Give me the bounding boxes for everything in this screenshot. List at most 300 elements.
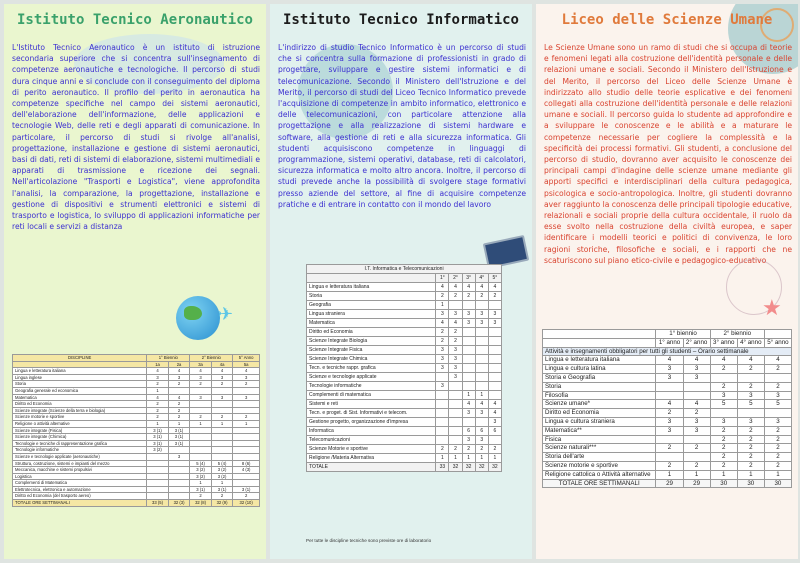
table-cell: Geografia xyxy=(307,301,436,310)
table-cell: Lingua e letteratura italiana xyxy=(13,368,147,375)
table-cell: 3 xyxy=(462,310,475,319)
table-cell xyxy=(233,447,260,454)
table-cell xyxy=(168,480,190,487)
table-cell xyxy=(436,409,449,418)
table-cell: 2 xyxy=(656,461,683,470)
table-cell: 3 xyxy=(462,319,475,328)
table-cell: 3° xyxy=(462,274,475,283)
table-cell: 2 xyxy=(488,292,501,301)
table-cell xyxy=(683,453,710,462)
table-row xyxy=(307,328,502,337)
table-cell: 1 xyxy=(190,420,212,427)
table-cell: 3 xyxy=(436,346,449,355)
table-cell: 4 xyxy=(683,400,710,409)
table-cell: Scienze umane* xyxy=(543,400,656,409)
table-cell: 1 xyxy=(168,420,190,427)
table-cell: 3 xyxy=(488,319,501,328)
table-cell xyxy=(190,401,212,408)
table-cell: 2 xyxy=(211,493,233,500)
table-cell: 2 xyxy=(233,493,260,500)
table-cell: 3 xyxy=(436,364,449,373)
table-cell: 2 xyxy=(147,381,169,388)
table-cell xyxy=(543,338,656,347)
table-cell: 2° anno xyxy=(683,338,710,347)
table-cell: 3 xyxy=(683,373,710,382)
table-cell: 1 xyxy=(449,454,462,463)
table-cell xyxy=(683,435,710,444)
table-row xyxy=(13,447,260,454)
table-row xyxy=(307,292,502,301)
table-cell: 3 xyxy=(233,374,260,381)
table-cell: 4 xyxy=(656,356,683,365)
table-cell: 3 (1) xyxy=(147,440,169,447)
table-cell: 2 xyxy=(449,445,462,454)
table-cell xyxy=(190,453,212,460)
table-cell xyxy=(764,373,791,382)
table-cell: 1 xyxy=(737,470,764,479)
table-cell: Lingua e cultura latina xyxy=(543,365,656,374)
table-cell xyxy=(488,364,501,373)
table-cell: 3 xyxy=(656,426,683,435)
table-cell xyxy=(436,373,449,382)
table-cell: 1 xyxy=(462,391,475,400)
table-cell: 4 xyxy=(488,400,501,409)
table-row xyxy=(13,387,260,394)
table-cell xyxy=(656,391,683,400)
table-row xyxy=(13,453,260,460)
table-cell: 2 xyxy=(233,381,260,388)
table-row xyxy=(543,409,792,418)
table-cell xyxy=(168,460,190,467)
table-cell xyxy=(168,493,190,500)
table-cell: 5 xyxy=(737,400,764,409)
table-cell xyxy=(190,387,212,394)
table-row xyxy=(13,401,260,408)
table-cell: 30 xyxy=(710,479,737,488)
table-row xyxy=(307,355,502,364)
table-row xyxy=(13,381,260,388)
table-cell: Telecomunicazioni xyxy=(307,436,436,445)
table-cell: 4 xyxy=(462,400,475,409)
table-cell: 3 (2) xyxy=(190,473,212,480)
table-cell: Religione o attività alternative xyxy=(13,420,147,427)
table-cell: 30 xyxy=(764,479,791,488)
table-row xyxy=(307,373,502,382)
table-cell: 2 xyxy=(190,381,212,388)
table-cell xyxy=(462,382,475,391)
table-cell xyxy=(233,453,260,460)
table-cell: Storia xyxy=(307,292,436,301)
table-cell: 2 xyxy=(710,426,737,435)
table-cell: 2 xyxy=(737,435,764,444)
table-cell xyxy=(190,407,212,414)
table-cell: 4 xyxy=(449,283,462,292)
table-cell xyxy=(449,382,462,391)
table-cell: 2 xyxy=(710,461,737,470)
table-cell: 3 xyxy=(190,394,212,401)
table-cell: TOTALE xyxy=(307,463,436,472)
table-cell: Lingua e letteratura italiana xyxy=(543,356,656,365)
table-row xyxy=(543,356,792,365)
table-cell: 3 xyxy=(449,310,462,319)
table-cell xyxy=(462,337,475,346)
table-row xyxy=(307,427,502,436)
table-cell xyxy=(656,453,683,462)
table-cell xyxy=(211,434,233,441)
table-cell: 3 xyxy=(233,394,260,401)
table-cell: 2a xyxy=(168,361,190,368)
table-cell: 32 xyxy=(488,463,501,472)
airplane-icon: ✈ xyxy=(218,304,234,325)
table-cell: Matematica xyxy=(13,394,147,401)
table-cell: 3 xyxy=(462,409,475,418)
table-row xyxy=(307,436,502,445)
table-cell: 3 xyxy=(168,453,190,460)
table-cell: 1 xyxy=(436,301,449,310)
table-cell: 2 xyxy=(656,444,683,453)
table-cell: Storia dell'arte xyxy=(543,453,656,462)
table-cell xyxy=(475,337,488,346)
table-cell: 3 xyxy=(449,346,462,355)
table-cell xyxy=(436,391,449,400)
table-cell: 3 xyxy=(683,417,710,426)
table-cell: 2 xyxy=(737,453,764,462)
table-cell: 6 xyxy=(475,427,488,436)
table-cell: Attività e insegnamenti obbligatori per tutti gli studenti – Orario settimanale xyxy=(543,347,792,356)
table-cell: 3 xyxy=(737,417,764,426)
table-cell xyxy=(233,440,260,447)
table-cell: 2 xyxy=(710,365,737,374)
table-cell: Fisica xyxy=(543,435,656,444)
table-cell xyxy=(475,373,488,382)
table-row xyxy=(307,454,502,463)
table-cell xyxy=(211,447,233,454)
table-cell: 4 xyxy=(710,356,737,365)
table-cell: 3 (2) xyxy=(211,467,233,474)
table-row xyxy=(307,319,502,328)
table-header-row xyxy=(13,355,260,362)
table-row xyxy=(543,373,792,382)
table-cell: Scienze e tecnologie applicate xyxy=(307,373,436,382)
table-cell: 5° xyxy=(488,274,501,283)
table-cell: 6 xyxy=(488,427,501,436)
table-cell: 5° Anno xyxy=(233,355,260,362)
table-cell xyxy=(462,355,475,364)
table-row xyxy=(307,445,502,454)
table-cell xyxy=(543,330,656,339)
table-cell: 3 xyxy=(436,382,449,391)
table-row xyxy=(543,391,792,400)
table-footnote: Per tutte le discipline tecniche sono previste ore di laboratorio xyxy=(306,538,432,543)
table-cell xyxy=(488,346,501,355)
table-cell: Struttura, costruzione, sistemi e impianti del mezzo xyxy=(13,460,147,467)
table-cell: 3 xyxy=(683,365,710,374)
table-cell xyxy=(488,355,501,364)
table-cell: Complementi di Matematica xyxy=(13,480,147,487)
table-cell: Meccanica, macchine e sistemi propulsivi xyxy=(13,467,147,474)
table-cell: Storia xyxy=(13,381,147,388)
table-row xyxy=(543,400,792,409)
table-cell: 32 xyxy=(449,463,462,472)
table-cell: Lingua inglese xyxy=(13,374,147,381)
table-cell: 3 xyxy=(449,355,462,364)
table-cell: 2 xyxy=(764,444,791,453)
table-cell: 4 xyxy=(449,319,462,328)
table-cell: 3 xyxy=(475,319,488,328)
table-row xyxy=(307,391,502,400)
table-cell: 4 xyxy=(168,394,190,401)
table-row xyxy=(13,473,260,480)
curriculum-table xyxy=(306,264,502,472)
table-cell: 2 xyxy=(764,426,791,435)
table-cell: Tecnologie informatiche xyxy=(13,447,147,454)
table-cell: 3 xyxy=(449,364,462,373)
panel-scienze-umane xyxy=(536,4,798,559)
table-cell: 1 xyxy=(211,480,233,487)
table-cell xyxy=(190,447,212,454)
table-cell: 2 xyxy=(737,365,764,374)
table-cell: 4 (3) xyxy=(233,467,260,474)
table-cell: Scienze Integrate Biologia xyxy=(307,337,436,346)
table-cell xyxy=(462,328,475,337)
table-cell xyxy=(168,486,190,493)
table-cell: 2 xyxy=(764,461,791,470)
table-cell xyxy=(147,493,169,500)
table-cell xyxy=(710,373,737,382)
table-cell: 2 xyxy=(449,337,462,346)
table-cell: 2 xyxy=(475,292,488,301)
table-header-row xyxy=(543,330,792,339)
table-cell xyxy=(168,473,190,480)
table-cell: Diritto ed Economia xyxy=(307,328,436,337)
table-caption-row xyxy=(307,265,502,274)
table-cell: Scienze integrate (Fisica) xyxy=(13,427,147,434)
table-cell: 2 xyxy=(488,445,501,454)
table-cell: 30 xyxy=(737,479,764,488)
table-cell xyxy=(168,387,190,394)
table-header-row xyxy=(13,361,260,368)
table-cell xyxy=(233,473,260,480)
table-cell xyxy=(449,391,462,400)
table-cell: 2 xyxy=(211,414,233,421)
table-cell: 3 xyxy=(190,374,212,381)
table-cell: 5 xyxy=(764,400,791,409)
table-row xyxy=(13,467,260,474)
table-cell xyxy=(488,328,501,337)
table-cell: 3 xyxy=(683,426,710,435)
table-cell xyxy=(13,361,147,368)
table-cell xyxy=(475,418,488,427)
table-cell: Storia e Geografia xyxy=(543,373,656,382)
table-cell: 2 xyxy=(737,426,764,435)
table-cell: 2° Biennio xyxy=(190,355,233,362)
table-cell xyxy=(211,453,233,460)
table-cell xyxy=(475,346,488,355)
table-cell: Diritto ed Economia (del trasporto aereo) xyxy=(13,493,147,500)
table-cell: 2 xyxy=(764,382,791,391)
table-cell: Informatica xyxy=(307,427,436,436)
table-cell: 3 xyxy=(147,374,169,381)
table-cell: Gestione progetto, organizzazione d'impresa xyxy=(307,418,436,427)
table-cell: 5 (4) xyxy=(211,460,233,467)
table-cell: 3 xyxy=(462,436,475,445)
table-row xyxy=(13,434,260,441)
table-cell xyxy=(211,407,233,414)
table-cell: 3 (1) xyxy=(168,427,190,434)
table-cell: 4 xyxy=(436,319,449,328)
table-cell xyxy=(436,418,449,427)
table-row xyxy=(307,346,502,355)
table-cell xyxy=(190,440,212,447)
table-cell: 2 xyxy=(190,493,212,500)
table-cell: 4 xyxy=(147,368,169,375)
table-cell: 2 xyxy=(211,381,233,388)
table-cell xyxy=(190,427,212,434)
table-cell: 3 xyxy=(211,394,233,401)
table-cell: Religione cattolica o Attività alternative xyxy=(543,470,656,479)
table-total-row xyxy=(307,463,502,472)
table-cell xyxy=(211,427,233,434)
table-cell: 3 xyxy=(475,409,488,418)
table-cell: 2 xyxy=(168,401,190,408)
table-cell: 3a xyxy=(190,361,212,368)
table-cell: 1° biennio xyxy=(656,330,710,339)
table-cell: 1a xyxy=(147,361,169,368)
table-cell: 4 xyxy=(764,356,791,365)
table-cell xyxy=(462,301,475,310)
table-cell xyxy=(475,301,488,310)
table-row xyxy=(13,440,260,447)
table-row xyxy=(307,310,502,319)
table-cell xyxy=(475,364,488,373)
table-cell: 2 xyxy=(449,328,462,337)
table-header-row xyxy=(543,338,792,347)
table-row xyxy=(13,460,260,467)
table-cell: Scienze Integrate Fisica xyxy=(307,346,436,355)
table-cell: Religione /Materia Alternativa xyxy=(307,454,436,463)
table-total-row xyxy=(543,479,792,488)
table-cell: 3 xyxy=(656,417,683,426)
table-cell: 4 xyxy=(462,283,475,292)
table-cell: 2 xyxy=(190,414,212,421)
table-cell: 3 xyxy=(764,391,791,400)
table-cell: 3 xyxy=(211,374,233,381)
table-row xyxy=(13,486,260,493)
table-cell xyxy=(656,382,683,391)
table-cell: Tecnologie informatiche xyxy=(307,382,436,391)
table-cell xyxy=(147,460,169,467)
table-cell xyxy=(475,382,488,391)
table-cell: 32 xyxy=(462,463,475,472)
table-row xyxy=(13,394,260,401)
table-row xyxy=(307,301,502,310)
table-cell xyxy=(683,382,710,391)
table-cell: 32 (3) xyxy=(168,500,190,507)
table-cell: 1 xyxy=(475,454,488,463)
table-cell xyxy=(147,480,169,487)
table-row xyxy=(307,409,502,418)
table-cell: 2 xyxy=(436,445,449,454)
table-cell: 6 xyxy=(462,427,475,436)
table-cell: 3° anno xyxy=(710,338,737,347)
table-cell xyxy=(233,407,260,414)
table-cell: 3 xyxy=(488,418,501,427)
table-cell: 2 xyxy=(710,435,737,444)
table-cell: TOTALE ORE SETTIMANALI xyxy=(543,479,656,488)
table-cell: 5a xyxy=(233,361,260,368)
curriculum-table xyxy=(542,329,792,488)
table-cell: 4 xyxy=(656,400,683,409)
table-cell: 1 xyxy=(147,387,169,394)
table-cell: 1° anno xyxy=(656,338,683,347)
table-cell: 1 xyxy=(147,420,169,427)
table-header-row xyxy=(307,274,502,283)
table-cell: 3 xyxy=(449,373,462,382)
table-cell: 4° xyxy=(475,274,488,283)
table-cell: DISCIPLINE xyxy=(13,355,147,362)
table-cell: 8 (6) xyxy=(233,460,260,467)
table-cell: 4 xyxy=(488,409,501,418)
table-cell: Tecnologie e tecniche di rappresentazione grafica xyxy=(13,440,147,447)
table-cell: 1 xyxy=(656,470,683,479)
table-cell xyxy=(147,467,169,474)
table-cell: 3 xyxy=(710,391,737,400)
table-row xyxy=(543,365,792,374)
table-cell: 3 xyxy=(710,417,737,426)
table-cell xyxy=(462,418,475,427)
table-row xyxy=(13,374,260,381)
panel-body-text: L'indirizzo di studio Tecnico Informatico è un percorso di studi che si concentra sulla formazione di professionisti in grado di progettare, sviluppare e gestire sistemi informatici e di telecomunicazione. Secondo il Ministero dell'Istruzione e del Merito, il percorso di studi del Liceo Tecnico Informatico prevede l'acquisizione di competenze in ambito informatico, elettronico e delle telecomunicazioni, con particolare attenzione alla progettazione e alla realizzazione di sistemi hardware e software, alla gestione di reti e alla sicurezza informatica. Gli studenti acquisiscono competenze in linguaggi di programmazione, sistemi operativi, database, reti di calcolatori, sicurezza informatica e molto altro ancora. Inoltre, il percorso di studi prevede anche la possibilità di svolgere stage formativi presso aziende del settore, al fine di acquisire competenze pratiche e di entrare in contatto con il mondo del lavoro xyxy=(278,43,526,209)
table-cell: Lingua e letteratura italiana xyxy=(307,283,436,292)
table-cell: 2 xyxy=(710,382,737,391)
table-cell: 2 xyxy=(683,409,710,418)
table-cell: 1 xyxy=(488,454,501,463)
table-cell: 2 xyxy=(737,382,764,391)
table-cell: 3 xyxy=(656,373,683,382)
table-cell: 33 (5) xyxy=(147,500,169,507)
panel-informatico xyxy=(270,4,532,559)
table-cell: 32 (8) xyxy=(190,500,212,507)
table-cell: 1 xyxy=(190,480,212,487)
table-cell: 2 xyxy=(449,292,462,301)
table-cell: 2 xyxy=(683,444,710,453)
table-cell: Sistemi e reti xyxy=(307,400,436,409)
table-cell xyxy=(475,355,488,364)
table-cell: Diritto ed Economia xyxy=(543,409,656,418)
table-row xyxy=(307,364,502,373)
table-cell: 4 xyxy=(168,368,190,375)
table-cell: Elettrotecnica, elettronica e automazione xyxy=(13,486,147,493)
table-row xyxy=(543,444,792,453)
table-cell: 2 xyxy=(710,444,737,453)
table-cell xyxy=(764,409,791,418)
table-cell: 2 xyxy=(147,414,169,421)
table-cell: 4 xyxy=(737,356,764,365)
table-cell: 3 (1) xyxy=(147,427,169,434)
globe-icon xyxy=(176,296,220,340)
table-cell: 2 xyxy=(233,414,260,421)
table-cell: Scienze Integrate Chimica xyxy=(307,355,436,364)
table-row xyxy=(13,480,260,487)
star-icon: ★ xyxy=(762,296,782,321)
table-cell xyxy=(737,409,764,418)
table-cell: 2 xyxy=(436,292,449,301)
table-cell xyxy=(449,427,462,436)
curriculum-table xyxy=(12,354,260,507)
table-cell: 4a xyxy=(211,361,233,368)
table-cell: Scienze naturali*** xyxy=(543,444,656,453)
table-cell: 1° Biennio xyxy=(147,355,190,362)
